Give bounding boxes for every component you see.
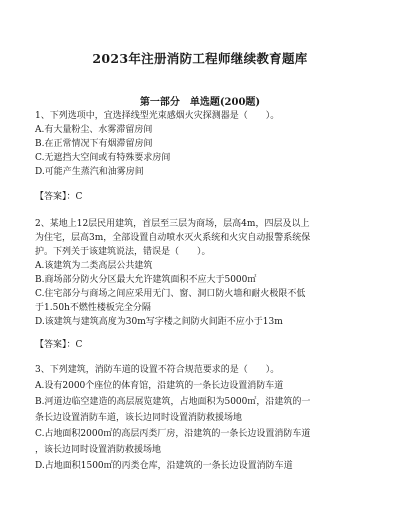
- question-2-stem-line-2: 为住宅，层高3m，全部设置自动喷水灭火系统和火灾自动报警系统保: [35, 233, 311, 243]
- question-3-option-c-line-2: ，该长边同时设置消防救援场地: [35, 445, 162, 455]
- question-3-option-b-line-2: 条长边设置消防车道，该长边同时设置消防救援场地: [35, 413, 243, 423]
- question-1-option-c: C.无遮挡大空间或有特殊要求房间: [35, 153, 171, 163]
- question-2-option-b: B.商场部分防火分区最大允许建筑面积不应大于5000㎡: [35, 275, 257, 285]
- page-title: 2023年注册消防工程师继续教育题库: [92, 51, 308, 66]
- question-1-stem: 1、下列选项中，宜选择线型光束感烟火灾探测器是（ ）。: [35, 111, 280, 121]
- question-2-stem-line-1: 2、某地上12层民用建筑，首层至三层为商场，层高4m，四层及以上: [35, 219, 310, 229]
- question-1-answer: 【答案】：C: [35, 192, 83, 202]
- question-2-option-d: D.该建筑与建筑高度为30m写字楼之间防火间距不应小于13m: [35, 317, 283, 327]
- question-2-option-c-line-1: C.住宅部分与商场之间应采用无门、窗、洞口防火墙和耐火极限不低: [35, 289, 306, 299]
- question-3-stem: 3、下列建筑，消防车道的设置不符合规范要求的是（ ）。: [35, 365, 280, 375]
- question-2-option-a: A.该建筑为二类高层公共建筑: [35, 261, 153, 271]
- section-heading: 第一部分 单选题(200题): [139, 97, 261, 108]
- question-3-option-b-line-1: B.河道边临空建造的高层展览建筑，占地面积为5000㎡，沿建筑的一: [35, 397, 311, 407]
- question-1-option-d: D.可能产生蒸汽和油雾房间: [35, 167, 144, 177]
- question-2-option-c-line-2: 于1.50h不燃性楼板完全分隔: [35, 303, 151, 313]
- question-3-option-a: A.设有2000个座位的体育馆，沿建筑的一条长边设置消防车道: [35, 381, 284, 391]
- question-2-answer: 【答案】：C: [35, 340, 83, 350]
- question-3-option-c-line-1: C.占地面积2000㎡的高层丙类厂房，沿建筑的一条长边设置消防车道: [35, 429, 311, 439]
- question-1-option-a: A.有大量粉尘、水雾滞留房间: [35, 125, 153, 135]
- question-3-option-d: D.占地面积1500㎡的丙类仓库，沿建筑的一条长边设置消防车道: [35, 461, 293, 471]
- question-1-option-b: B.在正常情况下有烟滞留房间: [35, 139, 153, 149]
- question-2-stem-line-3: 护。下列关于该建筑说法，错误是（ ）。: [35, 247, 211, 257]
